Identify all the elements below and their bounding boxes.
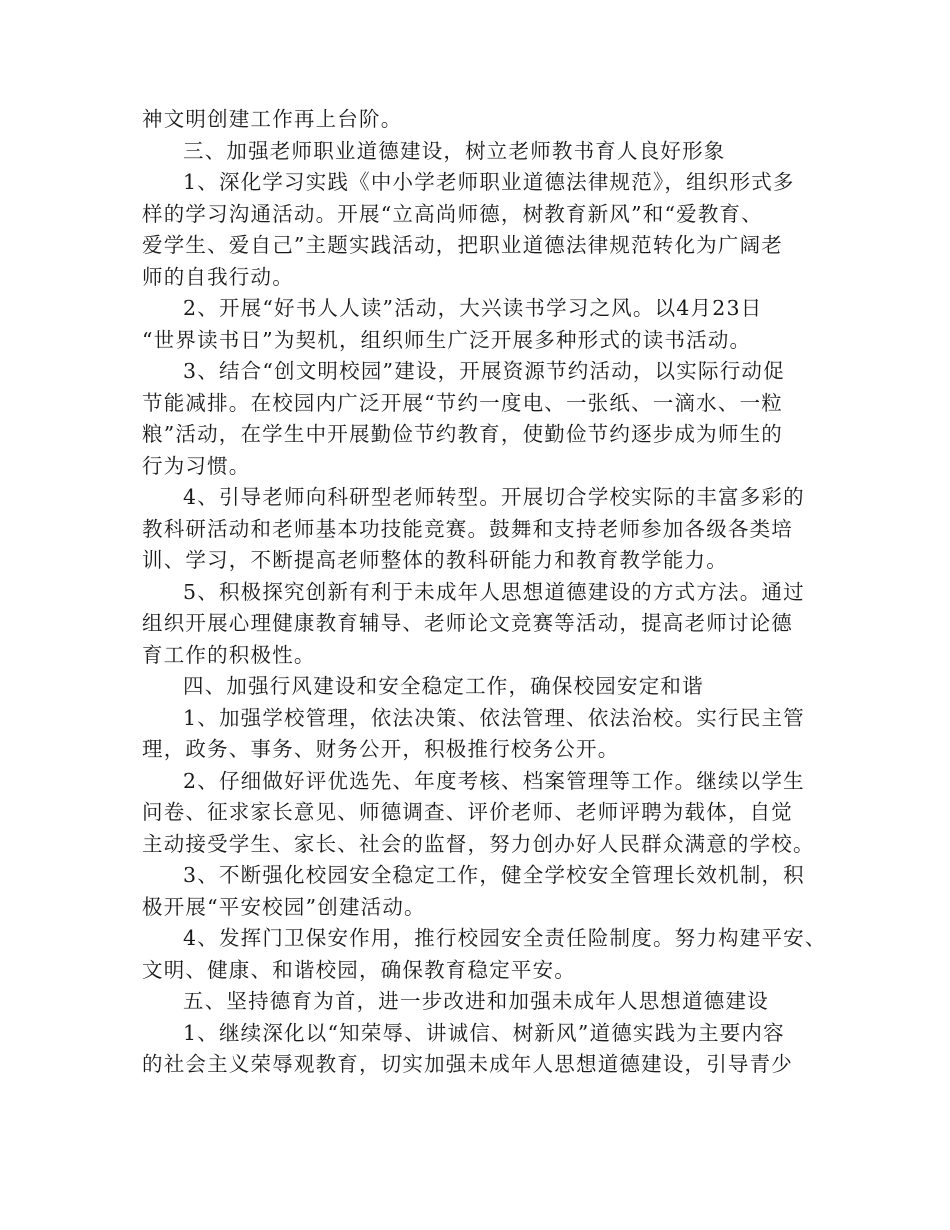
text-line: 4、引导老师向科研型老师转型。开展切合学校实际的丰富多彩的	[183, 485, 805, 509]
text-line: 极开展“平安校园”创建活动。	[142, 894, 426, 919]
text-line: 4、发挥门卫保安作用，推行校园安全责任险制度。努力构建平安、	[183, 926, 827, 950]
text-line: 三、加强老师职业道德建设，树立老师教书育人良好形象	[183, 138, 726, 163]
text-line: 1、深化学习实践《中小学老师职业道德法律规范》，组织形式多	[183, 170, 795, 194]
text-line: 的社会主义荣辱观教育，切实加强未成年人思想道德建设，引导青少	[142, 1052, 793, 1076]
text-line: “世界读书日”为契机，组织师生广泛开展多种形式的读书活动。	[142, 327, 752, 352]
text-line: 粮”活动，在学生中开展勤俭节约教育，使勤俭节约逐步成为师生的	[142, 422, 783, 446]
document-body	[142, 104, 827, 1081]
text-line: 1、继续深化以“知荣辱、讲诚信、树新风”道德实践为主要内容	[183, 1020, 785, 1045]
text-line: 样的学习沟通活动。开展“立高尚师德，树教育新风”和“爱教育、	[142, 201, 763, 226]
text-line: 1、加强学校管理，依法决策、依法管理、依法治校。实行民主管	[183, 705, 805, 730]
text-line: 5、积极探究创新有利于未成年人思想道德建设的方式方法。通过	[183, 579, 805, 604]
text-line: 育工作的积极性。	[142, 642, 316, 667]
text-line: 训、学习，不断提高老师整体的教科研能力和教育教学能力。	[142, 548, 728, 572]
text-line: 主动接受学生、家长、社会的监督，努力创办好人民群众满意的学校。	[142, 831, 815, 856]
text-line: 师的自我行动。	[142, 264, 294, 289]
text-line: 神文明创建工作再上台阶。	[142, 107, 403, 131]
text-line: 四、加强行风建设和安全稳定工作，确保校园安定和谐	[183, 674, 704, 698]
text-line: 理，政务、事务、财务公开，积极推行校务公开。	[142, 737, 620, 761]
text-line: 3、不断强化校园安全稳定工作，健全学校安全管理长效机制，积	[183, 863, 805, 887]
text-line: 爱学生、爱自己”主题实践活动，把职业道德法律规范转化为广阔老	[142, 233, 783, 257]
text-line: 节能减排。在校园内广泛开展“节约一度电、一张纸、一滴水、一粒	[142, 390, 783, 415]
text-line: 行为习惯。	[142, 453, 251, 478]
text-line: 3、结合“创文明校园”建设，开展资源节约活动，以实际行动促	[183, 359, 785, 383]
text-line: 五、坚持德育为首，进一步改进和加强未成年人思想道德建设	[183, 989, 769, 1013]
text-line: 文明、健康、和谐校园，确保教育稳定平安。	[142, 957, 576, 982]
text-line: 2、开展“好书人人读”活动，大兴读书学习之风。以4月23日	[183, 296, 763, 320]
text-line: 问卷、征求家长意见、师德调查、评价老师、老师评聘为载体，自觉	[142, 800, 793, 824]
text-line: 2、仔细做好评优选先、年度考核、档案管理等工作。继续以学生	[183, 768, 805, 793]
text-line: 教科研活动和老师基本功技能竞赛。鼓舞和支持老师参加各级各类培	[142, 516, 793, 541]
text-line: 组织开展心理健康教育辅导、老师论文竞赛等活动，提高老师讨论德	[142, 611, 793, 635]
